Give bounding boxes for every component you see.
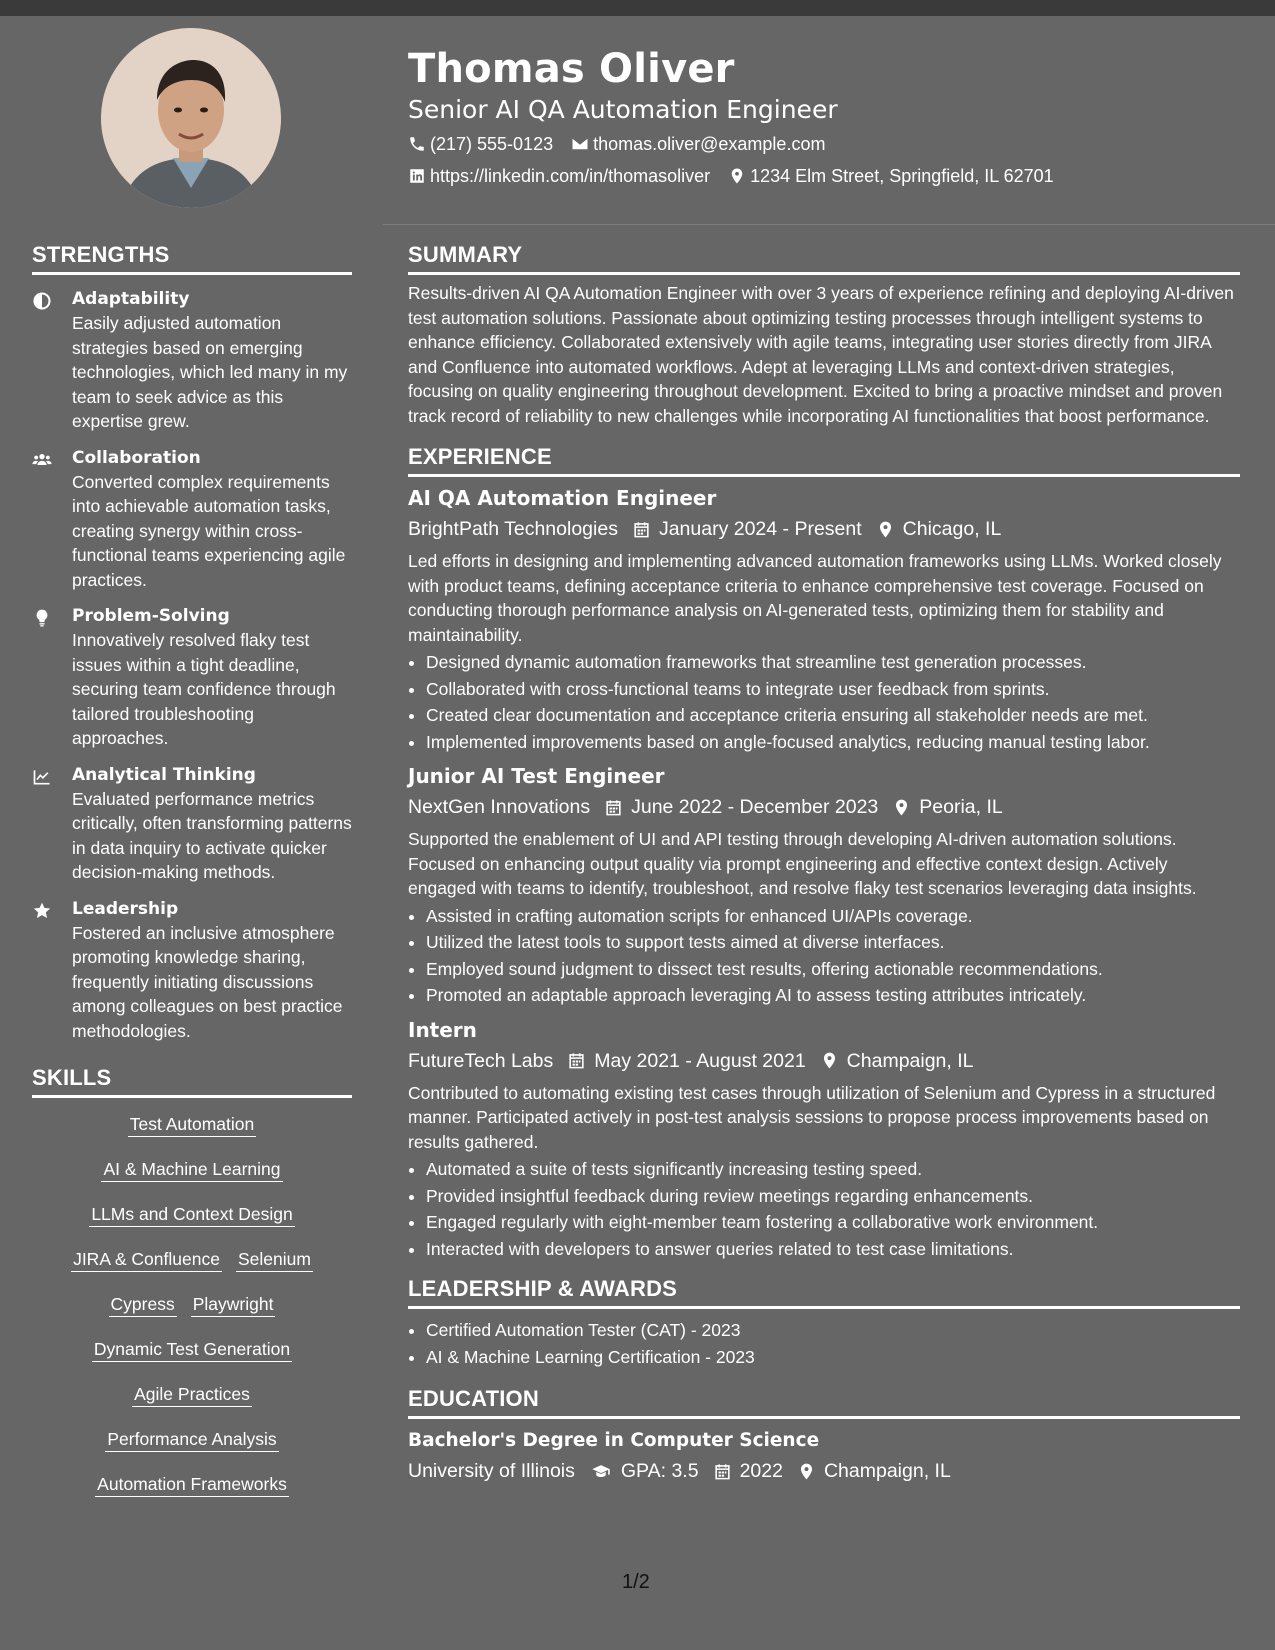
strength-name: Analytical Thinking	[72, 764, 256, 785]
strength-desc: Evaluated performance metrics critically, often transforming patterns in data inquiry to activate quicker decision-making methods.	[72, 788, 352, 882]
job-title: AI QA Automation Engineer	[408, 486, 717, 510]
job-description: Led efforts in designing and implementing advanced automation frameworks using LLMs. Worked closely with product teams, defining acceptance criteria to enhance comprehensive test coverage. Focused on conducting thorough performance analysis on AI-generated tests, optimizing them for stability and maintainability.	[408, 551, 1222, 645]
skill-tag: Test Automation	[128, 1112, 257, 1137]
job-dates: June 2022 - December 2023	[631, 796, 879, 818]
skill-tag: Performance Analysis	[105, 1427, 278, 1452]
lightbulb-icon	[32, 608, 52, 628]
address-contact	[728, 160, 1054, 192]
job-entry	[408, 1015, 1240, 1263]
email-text[interactable]: thomas.oliver@example.com	[593, 134, 826, 154]
calendar-icon	[567, 1051, 586, 1070]
candidate-name: Thomas Oliver	[408, 46, 735, 92]
graduation-cap-icon	[589, 1462, 613, 1481]
summary-heading: SUMMARY	[408, 240, 1240, 275]
job-dates: January 2024 - Present	[658, 518, 862, 540]
job-location: Champaign, IL	[846, 1049, 974, 1072]
job-bullet: • Automated a suite of tests significantly increasing testing speed.	[426, 1156, 1240, 1183]
strength-item	[32, 604, 352, 751]
graduation-year: 2022	[739, 1460, 783, 1482]
strength-desc: Converted complex requirements into achievable automation tasks, creating synergy within cross-functional teams experiencing agile practices.	[72, 471, 346, 590]
star-icon	[32, 901, 52, 921]
school-name: University of Illinois	[408, 1460, 575, 1482]
strength-name: Problem-Solving	[72, 606, 230, 626]
header-divider	[383, 224, 1275, 225]
strengths-heading: STRENGTHS	[32, 240, 352, 275]
skill-tag: Dynamic Test Generation	[92, 1337, 292, 1362]
calendar-icon	[713, 1462, 732, 1481]
candidate-title: Senior AI QA Automation Engineer	[408, 95, 838, 124]
phone-icon	[408, 135, 426, 153]
job-bullet: • Designed dynamic automation frameworks that streamline test generation processes.	[426, 649, 1240, 676]
email-contact[interactable]	[571, 128, 825, 160]
header	[408, 42, 1238, 192]
skill-tag: Automation Frameworks	[95, 1472, 289, 1497]
strength-name: Collaboration	[72, 447, 201, 468]
map-pin-icon	[892, 798, 911, 817]
summary-text: Results-driven AI QA Automation Engineer with over 3 years of experience refining and deploying AI-driven test automation solutions. Passionate about optimizing testing processes through intelligent systems to enhance efficiency. Collaborated extensively with agile teams, integrating user stories directly from JIRA and Confluence into automated workflows. Adept at leveraging LLMs and context-driven strategies, focusing on quality engineering throughout development. Excited to bring a proactive mindset and proven track record of reliability to new challenges while incorporating AI functionalities that boost performance.	[408, 283, 1234, 426]
strength-desc: Innovatively resolved flaky test issues within a tight deadline, securing team confidence through tailored troubleshooting approaches.	[72, 630, 336, 748]
envelope-icon	[571, 135, 589, 153]
line-chart-icon	[32, 767, 52, 787]
skill-tag: Agile Practices	[132, 1382, 252, 1407]
job-bullet: • Implemented improvements based on angle-focused analytics, reducing manual testing labor.	[426, 729, 1240, 756]
education-location: Champaign, IL	[823, 1460, 951, 1482]
map-pin-icon	[728, 167, 746, 185]
job-bullets	[408, 903, 1240, 1009]
award-item: • Certified Automation Tester (CAT) - 2023	[426, 1317, 1240, 1344]
linkedin-icon	[408, 167, 426, 185]
company-name: BrightPath Technologies	[408, 518, 618, 540]
job-bullet: • Interacted with developers to answer queries related to test case limitations.	[426, 1236, 1240, 1263]
job-bullet: • Provided insightful feedback during review meetings regarding enhancements.	[426, 1183, 1240, 1210]
contact-row-2	[408, 160, 1238, 192]
job-bullet: • Promoted an adaptable approach leveraging AI to assess testing attributes intricately.	[426, 982, 1240, 1009]
job-title: Junior AI Test Engineer	[408, 764, 665, 788]
skill-tag: Selenium	[236, 1247, 313, 1272]
users-icon	[32, 450, 52, 470]
company-name: FutureTech Labs	[408, 1049, 554, 1072]
linkedin-contact[interactable]	[408, 160, 710, 192]
phone-contact	[408, 128, 553, 160]
experience-heading: EXPERIENCE	[408, 442, 1240, 477]
skill-tag: Cypress	[109, 1292, 177, 1317]
job-bullet: • Employed sound judgment to dissect test results, offering actionable recommendations.	[426, 956, 1240, 983]
job-meta	[408, 1045, 1240, 1077]
map-pin-icon	[797, 1462, 816, 1481]
strength-item	[32, 287, 352, 434]
strength-item	[32, 897, 352, 1044]
job-meta	[408, 791, 1240, 823]
awards-list	[408, 1317, 1240, 1370]
job-bullet: • Created clear documentation and acceptance criteria ensuring all stakeholder needs are met.	[426, 702, 1240, 729]
degree-name: Bachelor's Degree in Computer Science	[408, 1430, 820, 1451]
job-location: Peoria, IL	[919, 796, 1003, 818]
skill-tag: LLMs and Context Design	[89, 1202, 294, 1227]
contact-row-1	[408, 128, 1238, 160]
job-location: Chicago, IL	[902, 518, 1002, 540]
job-bullets	[408, 649, 1240, 755]
linkedin-text[interactable]: https://linkedin.com/in/thomasoliver	[430, 166, 711, 186]
job-description: Contributed to automating existing test cases through utilization of Selenium and Cypress in a structured manner. Participated actively in post-test analysis sessions to propose process improvements based on results gathered.	[408, 1082, 1216, 1152]
gpa-text: GPA: 3.5	[620, 1460, 699, 1482]
job-bullet: • Assisted in crafting automation scripts for enhanced UI/APIs coverage.	[426, 903, 1240, 930]
award-item: • AI & Machine Learning Certification - 2023	[426, 1344, 1240, 1371]
strength-item	[32, 763, 352, 885]
skills-heading: SKILLS	[32, 1063, 352, 1098]
profile-photo	[101, 28, 281, 208]
strength-item	[32, 446, 352, 593]
strength-desc: Easily adjusted automation strategies based on emerging technologies, which led many in my team to seek advice as this expertise grew.	[72, 313, 348, 431]
address-text: 1234 Elm Street, Springfield, IL 62701	[750, 166, 1054, 186]
skill-tag: AI & Machine Learning	[101, 1157, 282, 1182]
top-bar	[0, 0, 1275, 16]
education-heading: EDUCATION	[408, 1384, 1240, 1419]
job-bullet: • Engaged regularly with eight-member team fostering a collaborative work environment.	[426, 1209, 1240, 1236]
right-column	[408, 240, 1240, 1487]
phone-text: (217) 555-0123	[430, 134, 554, 154]
left-column	[32, 240, 352, 1517]
map-pin-icon	[876, 520, 895, 539]
calendar-icon	[604, 798, 623, 817]
job-entry	[408, 761, 1240, 1009]
skill-tag: JIRA & Confluence	[71, 1247, 222, 1272]
job-dates: May 2021 - August 2021	[594, 1049, 806, 1072]
company-name: NextGen Innovations	[408, 796, 591, 818]
job-title: Intern	[408, 1017, 477, 1042]
strength-desc: Fostered an inclusive atmosphere promoting knowledge sharing, frequently initiating discussions among colleagues on best practice methodologies.	[72, 922, 343, 1041]
job-entry	[408, 483, 1240, 755]
job-bullet: • Collaborated with cross-functional teams to integrate user feedback from sprints.	[426, 676, 1240, 703]
skills-list	[32, 1112, 352, 1499]
job-meta	[408, 513, 1240, 545]
skill-tag: Playwright	[191, 1292, 276, 1317]
page-indicator: 1/2	[622, 1571, 650, 1593]
half-circle-icon	[32, 291, 52, 311]
job-bullets	[408, 1156, 1240, 1262]
calendar-icon	[632, 520, 651, 539]
strength-name: Leadership	[72, 898, 179, 919]
job-bullet: • Utilized the latest tools to support tests aimed at diverse interfaces.	[426, 929, 1240, 956]
awards-heading: LEADERSHIP & AWARDS	[408, 1274, 1240, 1309]
strength-name: Adaptability	[72, 289, 190, 309]
education-meta	[408, 1455, 1240, 1487]
job-description: Supported the enablement of UI and API testing through developing AI-driven automation solutions. Focused on enhancing output quality via prompt engineering and effective context design. Actively engaged with teams to identify, troubleshoot, and resolve flaky test scenarios leveraging data insights.	[408, 829, 1197, 898]
map-pin-icon	[820, 1051, 839, 1070]
